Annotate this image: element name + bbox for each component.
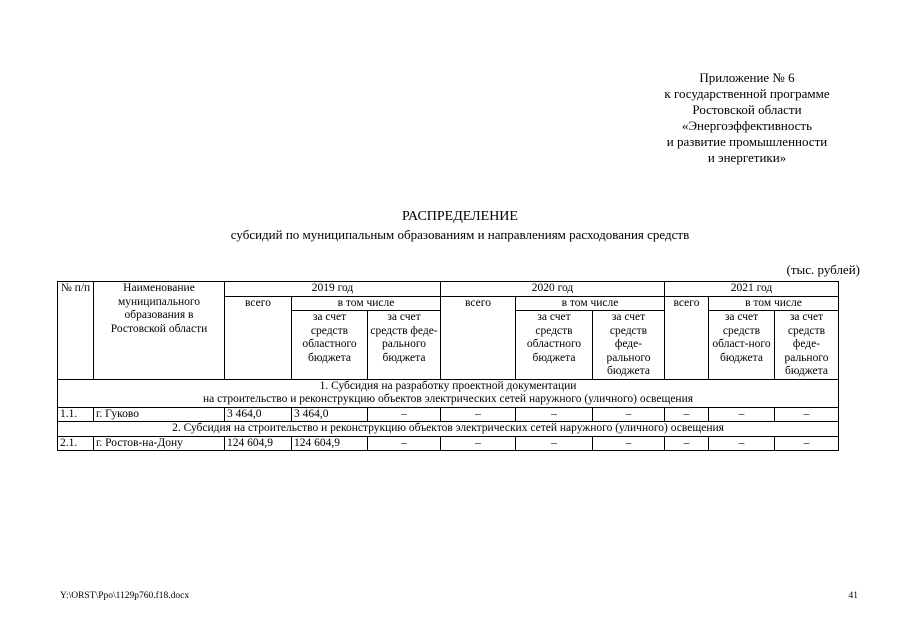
section-title — [58, 379, 839, 407]
distribution-table — [57, 281, 839, 451]
appendix-line: «Энергоэффективность — [681, 118, 813, 133]
header-total: всего — [225, 296, 292, 379]
row-cell: 124 604,9 — [225, 436, 292, 451]
document-subtitle: субсидий по муниципальным образованиям и направлениям расходования средств — [230, 227, 690, 242]
header-regional-budget: за счет средств област-ного бюджета — [709, 311, 775, 380]
header-federal-budget: за счет средств феде-рального бюджета — [775, 311, 839, 380]
row-num: 2.1. — [58, 436, 94, 451]
header-year-2019: 2019 год — [225, 282, 441, 297]
row-cell: – — [516, 407, 593, 422]
appendix-block — [618, 70, 876, 166]
header-federal-budget: за счет средств феде-рального бюджета — [368, 311, 441, 380]
table-row — [58, 407, 839, 422]
header-including: в том числе — [292, 296, 441, 311]
units-label: (тыс. рублей) — [786, 262, 860, 277]
row-cell: – — [709, 436, 775, 451]
row-cell: – — [709, 407, 775, 422]
row-cell: – — [593, 407, 665, 422]
header-regional-budget: за счет средств областного бюджета — [292, 311, 368, 380]
header-including: в том числе — [709, 296, 839, 311]
header-year-2021: 2021 год — [665, 282, 839, 297]
row-cell: – — [368, 436, 441, 451]
row-cell: – — [665, 407, 709, 422]
row-cell: – — [593, 436, 665, 451]
row-cell: 3 464,0 — [225, 407, 292, 422]
appendix-line: и энергетики» — [707, 150, 787, 165]
section-row — [58, 422, 839, 437]
row-cell: – — [775, 407, 839, 422]
row-cell: – — [368, 407, 441, 422]
header-federal-budget: за счет средств феде-рального бюджета — [593, 311, 665, 380]
header-name: Наименование муниципального образования в Ростовской области — [94, 282, 225, 380]
row-cell: – — [775, 436, 839, 451]
table-header-row — [58, 282, 839, 297]
appendix-line: Ростовской области — [692, 102, 802, 117]
section-row — [58, 379, 839, 407]
row-num: 1.1. — [58, 407, 94, 422]
header-including: в том числе — [516, 296, 665, 311]
header-total: всего — [665, 296, 709, 379]
header-regional-budget: за счет средств областного бюджета — [516, 311, 593, 380]
header-year-2020: 2020 год — [441, 282, 665, 297]
row-name: г. Гуково — [94, 407, 225, 422]
appendix-line: к государственной программе — [664, 86, 830, 101]
row-cell: 3 464,0 — [292, 407, 368, 422]
row-cell: 124 604,9 — [292, 436, 368, 451]
row-cell: – — [516, 436, 593, 451]
row-name: г. Ростов-на-Дону — [94, 436, 225, 451]
row-cell: – — [441, 407, 516, 422]
file-path: Y:\ORST\Ppo\1129p760.f18.docx — [60, 591, 190, 601]
header-num: № п/п — [58, 282, 94, 380]
row-cell: – — [665, 436, 709, 451]
appendix-line: и развитие промышленности — [666, 134, 828, 149]
section-title — [58, 422, 839, 437]
page-number: 41 — [848, 591, 858, 601]
section-title-line: 1. Субсидия на разработку проектной документации — [319, 379, 577, 392]
row-cell: – — [441, 436, 516, 451]
document-title: РАСПРЕДЕЛЕНИЕ — [402, 209, 518, 224]
table-row — [58, 436, 839, 451]
section-title-line: 2. Субсидия на строительство и реконструкцию объектов электрических сетей наружного (уличного) освещения — [172, 422, 724, 434]
header-total: всего — [441, 296, 516, 379]
section-title-line: на строительство и реконструкцию объектов электрических сетей наружного (уличного) освещения — [202, 393, 694, 405]
appendix-line: Приложение № 6 — [699, 70, 795, 85]
